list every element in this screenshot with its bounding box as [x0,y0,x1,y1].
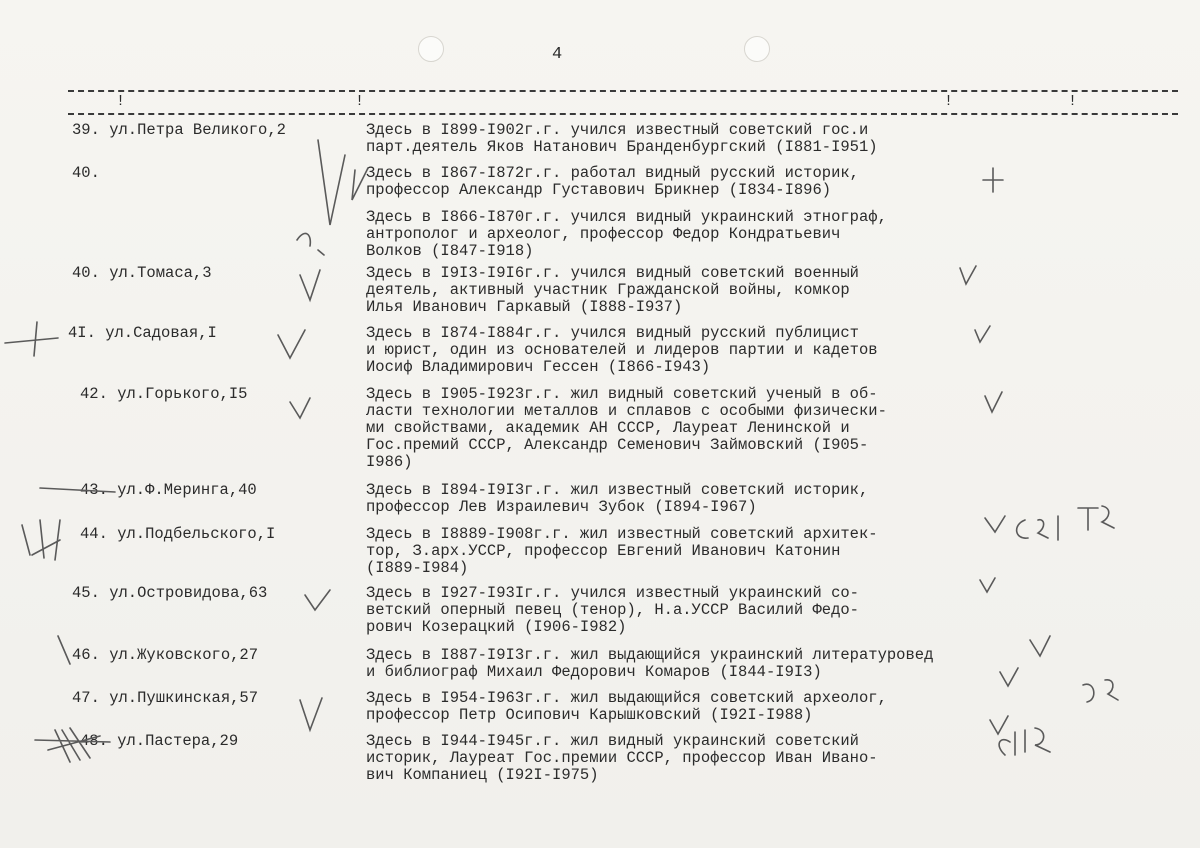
description-line: профессор Петр Осипович Карышковский (I92I-I988) [366,706,813,724]
description-line: Волков (I847-I918) [366,242,534,260]
plus-icon [5,322,58,356]
description-line: Иосиф Владимирович Гессен (I866-I943) [366,358,711,376]
address-cell: 43. ул.Ф.Меринга,40 [80,481,257,499]
description-line: Здесь в I867-I872г.г. работал видный русский историк, [366,164,859,182]
description-cell [366,165,1016,199]
description-line: тор, З.арх.УССР, профессор Евгений Иванович Катонин [366,542,841,560]
description-line: Здесь в I8889-I908г.г. жил известный советский архитек- [366,525,878,543]
column-separator-mark: ! [1068,93,1078,110]
description-cell [366,482,1016,516]
description-line: историк, Лауреат Гос.премии СССР, профессор Иван Ивано- [366,749,878,767]
address-cell: 39. ул.Петра Великого,2 [72,121,286,139]
description-line: и библиограф Михаил Федорович Комаров (I844-I9I3) [366,663,822,681]
checkmark-icon [1030,636,1050,656]
description-cell [366,690,1016,724]
column-separator-mark: ! [944,93,954,110]
description-line: Гос.премий СССР, Александр Семенович Займовский (I905- [366,436,869,454]
description-line: Здесь в I9I3-I9I6г.г. учился видный советский военный [366,264,859,282]
description-cell [366,386,1016,471]
address-cell: 47. ул.Пушкинская,57 [72,689,259,707]
hand-mark-icon [1017,506,1114,540]
address-cell: 42. ул.Горького,I5 [80,385,248,403]
description-cell [366,122,1016,156]
address-cell: 48. ул.Пастера,29 [80,732,239,750]
description-cell [366,325,1016,376]
punch-hole-left [418,36,444,62]
checkmark-icon [278,330,305,358]
description-line: профессор Лев Израилевич Зубок (I894-I967) [366,498,757,516]
description-line: Здесь в I899-I902г.г. учился известный советский гос.и [366,121,869,139]
punch-hole-right [744,36,770,62]
hand-mark-icon [297,233,324,255]
address-cell: 44. ул.Подбельского,I [80,525,276,543]
column-separator-mark: ! [116,93,126,110]
description-line: (I889-I984) [366,559,469,577]
description-line: рович Козерацкий (I906-I982) [366,618,627,636]
description-line: Здесь в I954-I963г.г. жил выдающийся советский археолог, [366,689,887,707]
checkmark-icon [305,590,330,610]
description-cell [366,647,1016,681]
address-cell: 45. ул.Островидова,63 [72,584,268,602]
description-line: антрополог и археолог, профессор Федор Кондратьевич [366,225,841,243]
description-line: Здесь в I927-I93Iг.г. учился известный украинский со- [366,584,859,602]
description-line: Здесь в I905-I923г.г. жил видный советский ученый в об- [366,385,878,403]
description-line: вич Компаниец (I92I-I975) [366,766,599,784]
description-line: ветский оперный певец (тенор), Н.а.УССР Василий Федо- [366,601,859,619]
address-cell: 40. [72,164,100,182]
description-line: Здесь в I874-I884г.г. учился видный русский публицист [366,324,859,342]
description-line: ми свойствами, академик АН СССР, Лауреат Ленинской и [366,419,850,437]
checkmark-icon [318,140,345,225]
description-cell [366,585,1016,636]
checkmark-icon [300,270,320,300]
description-line: и юрист, один из основателей и лидеров партии и кадетов [366,341,878,359]
description-cell [366,209,1016,260]
checkmark-icon [290,398,310,418]
table-header-rule-top [68,90,1178,92]
description-cell [366,733,1016,784]
description-line: парт.деятель Яков Натанович Бранденбургский (I881-I951) [366,138,878,156]
description-line: деятель, активный участник Гражданской войны, комкор [366,281,850,299]
description-cell [366,265,1016,316]
description-line: Илья Иванович Гаркавый (I888-I937) [366,298,683,316]
description-line: ласти технологии металлов и сплавов с особыми физически- [366,402,887,420]
description-line: Здесь в I866-I870г.г. учился видный украинский этнограф, [366,208,887,226]
address-cell: 40. ул.Томаса,3 [72,264,212,282]
hand-mark-icon [58,636,70,664]
column-separator-mark: ! [355,93,365,110]
address-cell: 46. ул.Жуковского,27 [72,646,259,664]
description-line: Здесь в I887-I9I3г.г. жил выдающийся украинский литературовед [366,646,934,664]
description-line: Здесь в I894-I9I3г.г. жил известный советский историк, [366,481,869,499]
address-cell: 4I. ул.Садовая,I [68,324,217,342]
description-line: профессор Александр Густавович Брикнер (I834-I896) [366,181,832,199]
table-header-rule-bottom [68,113,1178,115]
hand-mark-icon [1083,680,1118,702]
description-line: Здесь в I944-I945г.г. жил видный украинский советский [366,732,859,750]
description-cell [366,526,1016,577]
checkmark-icon [300,698,322,730]
hand-mark-icon [22,520,60,560]
page-number: 4 [552,45,563,64]
description-line: I986) [366,453,413,471]
